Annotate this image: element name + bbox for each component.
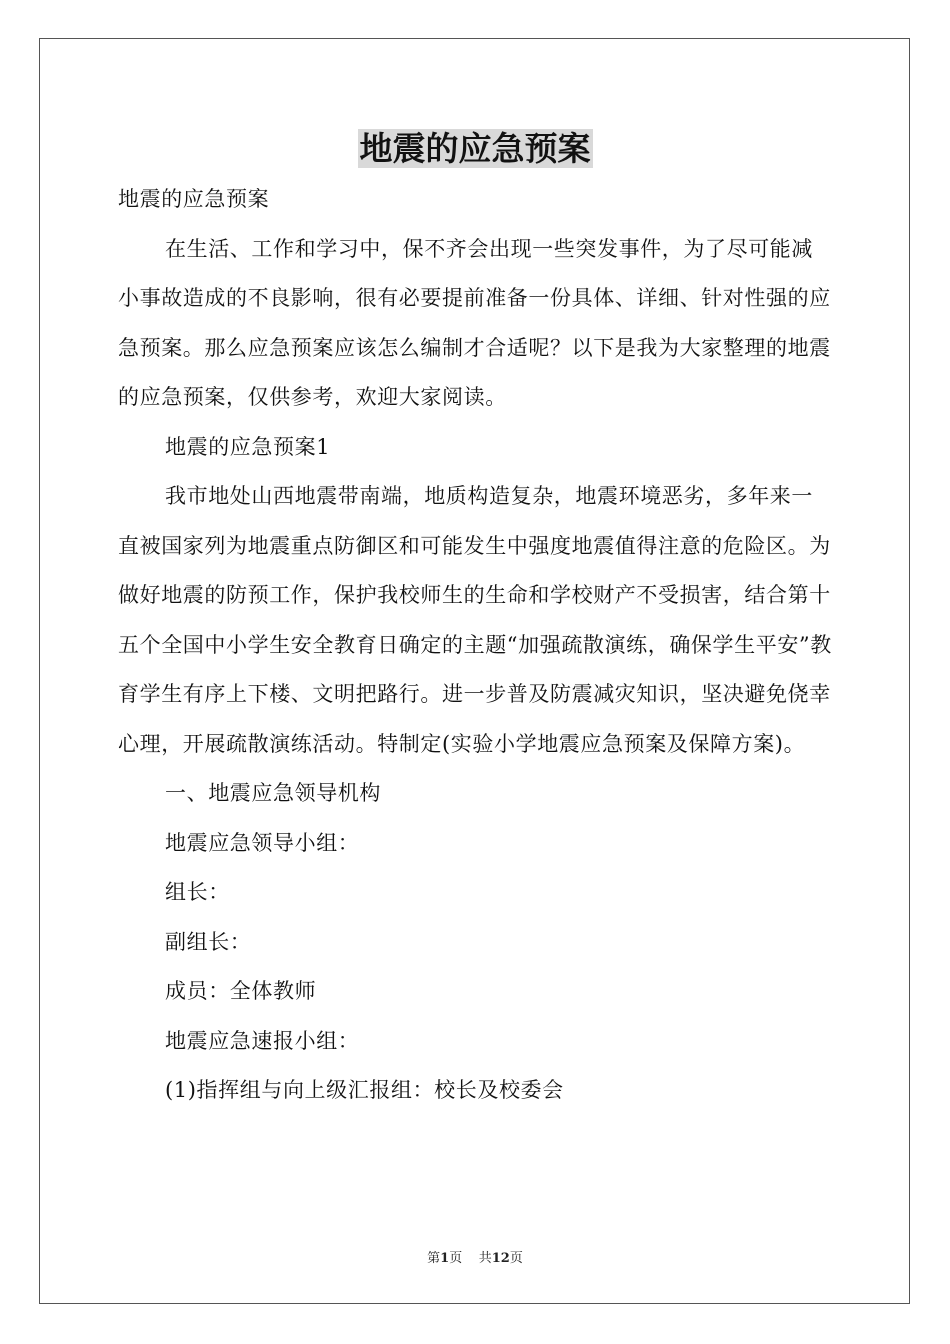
document-title-text: 地震的应急预案 [359, 129, 591, 168]
footer-total-prefix: 共 [478, 1251, 492, 1266]
paragraph: 地震的应急预案 [118, 187, 270, 211]
footer-page-prefix: 第 [427, 1251, 441, 1266]
footer-page-number: 1 [440, 1251, 450, 1266]
footer-page-suffix: 页 [449, 1251, 463, 1266]
paragraph: 我市地处山西地震带南端，地质构造复杂，地震环境恶劣，多年来一直被国家列为地震重点防御区和可能发生中强度地震值得注意的危险区。为做好地震的防预工作，保护我校师生的生命和学校财产不受损害，结合第十五个全国中小学生安全教育日确定的主题“加强疏散演练，确保学生平安”教育学生有序上下楼、文明把路行。进一步普及防震减灾知识，坚决避免侥幸心理，开展疏散演练活动。特制定(实验小学地震应急预案及保障方案)。 [118, 484, 832, 756]
document-title [0, 128, 950, 170]
paragraph: 一、地震应急领导机构 [165, 781, 381, 805]
paragraph: 成员：全体教师 [165, 979, 317, 1003]
document-body [118, 175, 834, 1116]
paragraph: (1)指挥组与向上级汇报组：校长及校委会 [165, 1078, 564, 1102]
paragraph: 副组长： [165, 929, 252, 954]
paragraph: 在生活、工作和学习中，保不齐会出现一些突发事件，为了尽可能减小事故造成的不良影响，很有必要提前准备一份具体、详细、针对性强的应急预案。那么应急预案应该怎么编制才合适呢？以下是我为大家整理的地震的应急预案，仅供参考，欢迎大家阅读。 [118, 236, 831, 409]
footer-total-suffix: 页 [509, 1251, 523, 1266]
paragraph: 组长： [165, 880, 230, 904]
paragraph: 地震应急速报小组： [165, 1028, 360, 1053]
paragraph: 地震的应急预案1 [165, 434, 331, 459]
page-footer [0, 1247, 950, 1266]
footer-total-pages: 12 [491, 1251, 510, 1266]
paragraph: 地震应急领导小组： [165, 830, 360, 855]
